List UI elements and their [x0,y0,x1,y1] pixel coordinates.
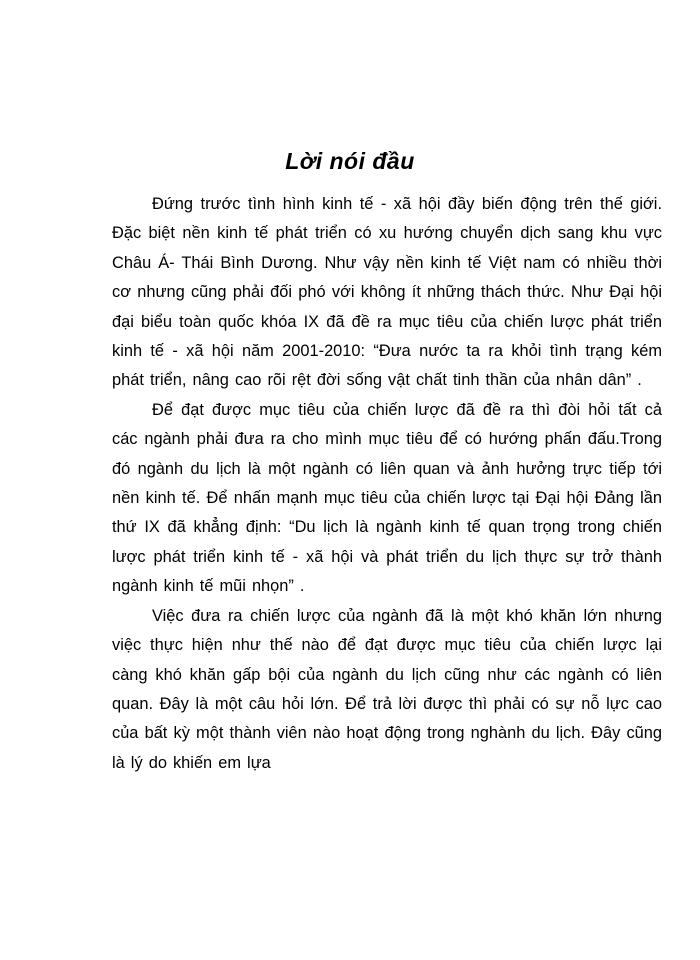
paragraph-1: Đứng trước tình hình kinh tế - xã hội đầy biến động trên thế giới. Đặc biệt nền kinh tế phát triển có xu hướng chuyển dịch sang khu vực Châu Á- Thái Bình Dương. Như vậy nền kinh tế Việt nam có nhiều thời cơ nhưng cũng phải đối phó với không ít những thách thức. Như Đại hội đại biểu toàn quốc khóa IX đã đề ra mục tiêu của chiến lược phát triển kinh tế - xã hội năm 2001-2010: “Đưa nước ta ra khỏi tình trạng kém phát triển, nâng cao rõi rệt đời sống vật chất tinh thần của nhân dân” . [112,195,662,390]
document-body [112,190,662,778]
paragraph-2: Để đạt được mục tiêu của chiến lược đã đề ra thì đòi hỏi tất cả các ngành phải đưa ra cho mình mục tiêu để có hướng phấn đấu.Trong đó ngành du lịch là một ngành có liên quan và ảnh hưởng trực tiếp tới nền kinh tế. Để nhấn mạnh mục tiêu của chiến lược tại Đại hội Đảng lần thứ IX đã khẳng định: “Du lịch là ngành kinh tế quan trọng trong chiến lược phát triển kinh tế - xã hội và phát triển du lịch thực sự trở thành ngành kinh tế mũi nhọn” . [112,400,662,596]
page-title: Lời nói đầu [285,148,415,174]
paragraph-3: Việc đưa ra chiến lược của ngành đã là một khó khăn lớn nhưng việc thực hiện như thế nào để đạt được mục tiêu của chiến lược lại càng khó khăn gấp bội của ngành du lịch cũng như các ngành có liên quan. Đây là một câu hỏi lớn. Để trả lời được thì phải có sự nỗ lực cao của bất kỳ một thành viên nào hoạt động trong nghành du lịch. Đây cũng là lý do khiến em lựa [112,606,662,772]
